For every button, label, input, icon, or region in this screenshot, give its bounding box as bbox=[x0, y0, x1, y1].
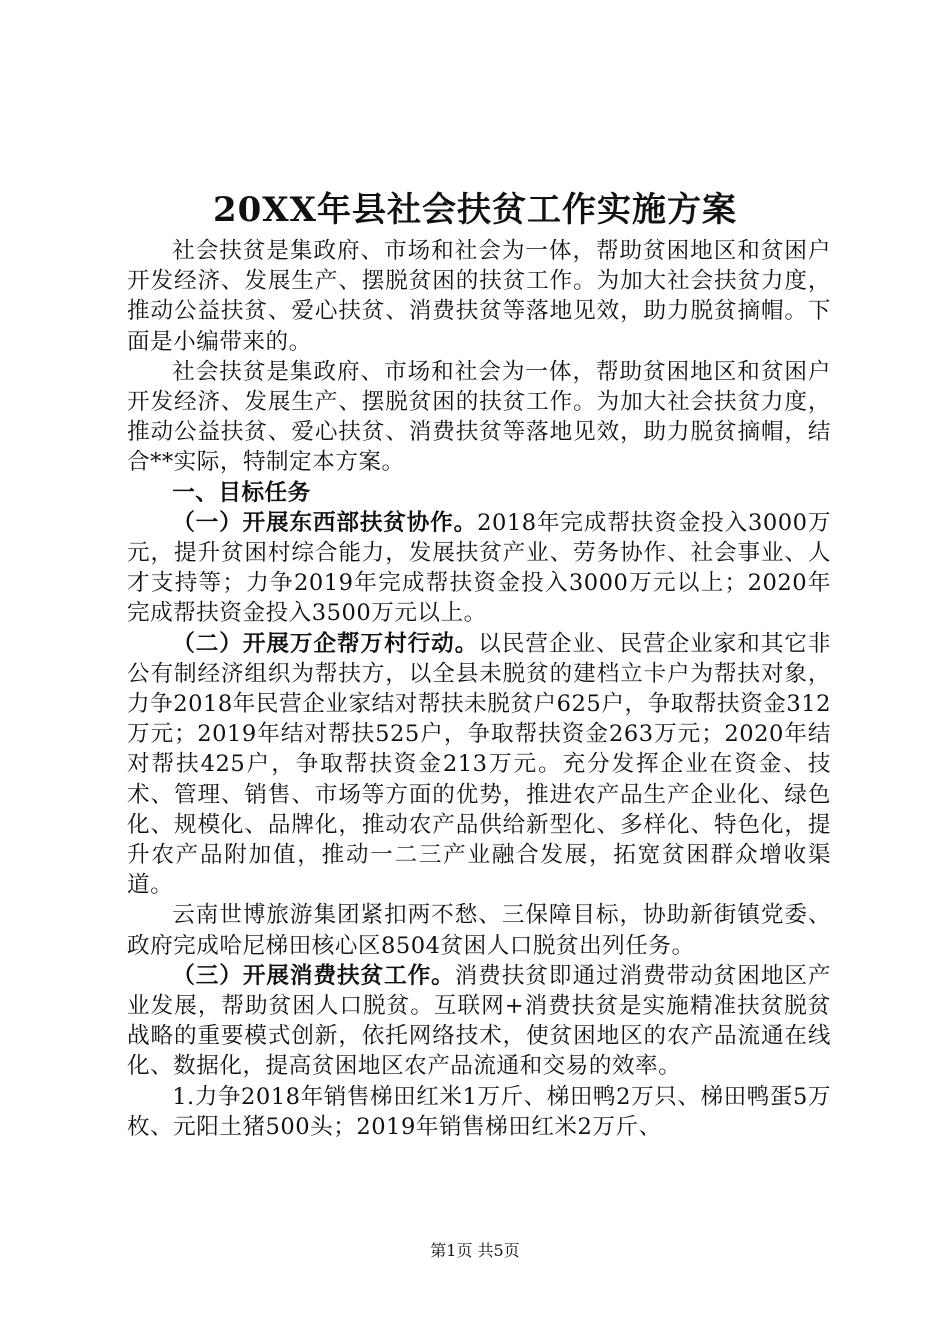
subsection-paragraph bbox=[127, 961, 831, 1082]
body-paragraph bbox=[127, 900, 831, 960]
paragraph-text: 社会扶贫是集政府、市场和社会为一体，帮助贫困地区和贫困户开发经济、发展生产、摆脱贫困的扶贫工作。为加大社会扶贫力度，推动公益扶贫、爱心扶贫、消费扶贫等落地见效，助力脱贫摘帽，结合**实际，特制定本方案。 bbox=[127, 358, 831, 476]
document-body bbox=[127, 236, 831, 1142]
subsection-paragraph bbox=[127, 508, 831, 629]
document-title: 20XX年县社会扶贫工作实施方案 bbox=[212, 190, 738, 230]
intro-paragraph bbox=[127, 236, 831, 357]
list-item-paragraph bbox=[127, 1082, 831, 1142]
subsection-paragraph bbox=[127, 629, 831, 901]
subsection-heading: （二）开展万企帮万村行动。 bbox=[172, 630, 479, 657]
paragraph-text: 云南世博旅游集团紧扣两不愁、三保障目标，协助新街镇党委、政府完成哈尼梯田核心区8504贫困人口脱贫出列任务。 bbox=[127, 902, 831, 959]
paragraph-text: 1.力争2018年销售梯田红米1万斤、梯田鸭2万只、梯田鸭蛋5万枚、元阳土猪500头；2019年销售梯田红米2万斤、 bbox=[127, 1083, 831, 1140]
section-heading: 一、目标任务 bbox=[172, 479, 311, 506]
paragraph-text: 消费扶贫即通过消费带动贫困地区产业发展，帮助贫困人口脱贫。互联网+消费扶贫是实施精准扶贫脱贫战略的重要模式创新，依托网络技术，使贫困地区的农产品流通在线化、数据化，提高贫困地区农产品流通和交易的效率。 bbox=[127, 962, 832, 1080]
subsection-heading: （一）开展东西部扶贫协作。 bbox=[172, 509, 478, 536]
page-footer: 第1页 共5页 bbox=[430, 1241, 520, 1260]
subsection-heading: （三）开展消费扶贫工作。 bbox=[172, 962, 455, 989]
preface-paragraph bbox=[127, 357, 831, 478]
paragraph-text: 以民营企业、民营企业家和其它非公有制经济组织为帮扶方，以全县未脱贫的建档立卡户为帮扶对象，力争2018年民营企业家结对帮扶未脱贫户625户，争取帮扶资金312万元；2019年结对帮扶525户，争取帮扶资金263万元；2020年结对帮扶425户，争取帮扶资金213万元。充分发挥企业在资金、技术、管理、销售、市场等方面的优势，推进农产品生产企业化、绿色化、规模化、品牌化，推动农产品供给新型化、多样化、特色化，提升农产品附加值，推动一二三产业融合发展，拓宽贫困群众增收渠道。 bbox=[127, 630, 832, 899]
paragraph-text: 2018年完成帮扶资金投入3000万元，提升贫困村综合能力，发展扶贫产业、劳务协作、社会事业、人才支持等；力争2019年完成帮扶资金投入3000万元以上；2020年完成帮扶资金投入3500万元以上。 bbox=[127, 509, 832, 627]
paragraph-text: 社会扶贫是集政府、市场和社会为一体，帮助贫困地区和贫困户开发经济、发展生产、摆脱贫困的扶贫工作。为加大社会扶贫力度，推动公益扶贫、爱心扶贫、消费扶贫等落地见效，助力脱贫摘帽。下面是小编带来的。 bbox=[127, 238, 831, 355]
